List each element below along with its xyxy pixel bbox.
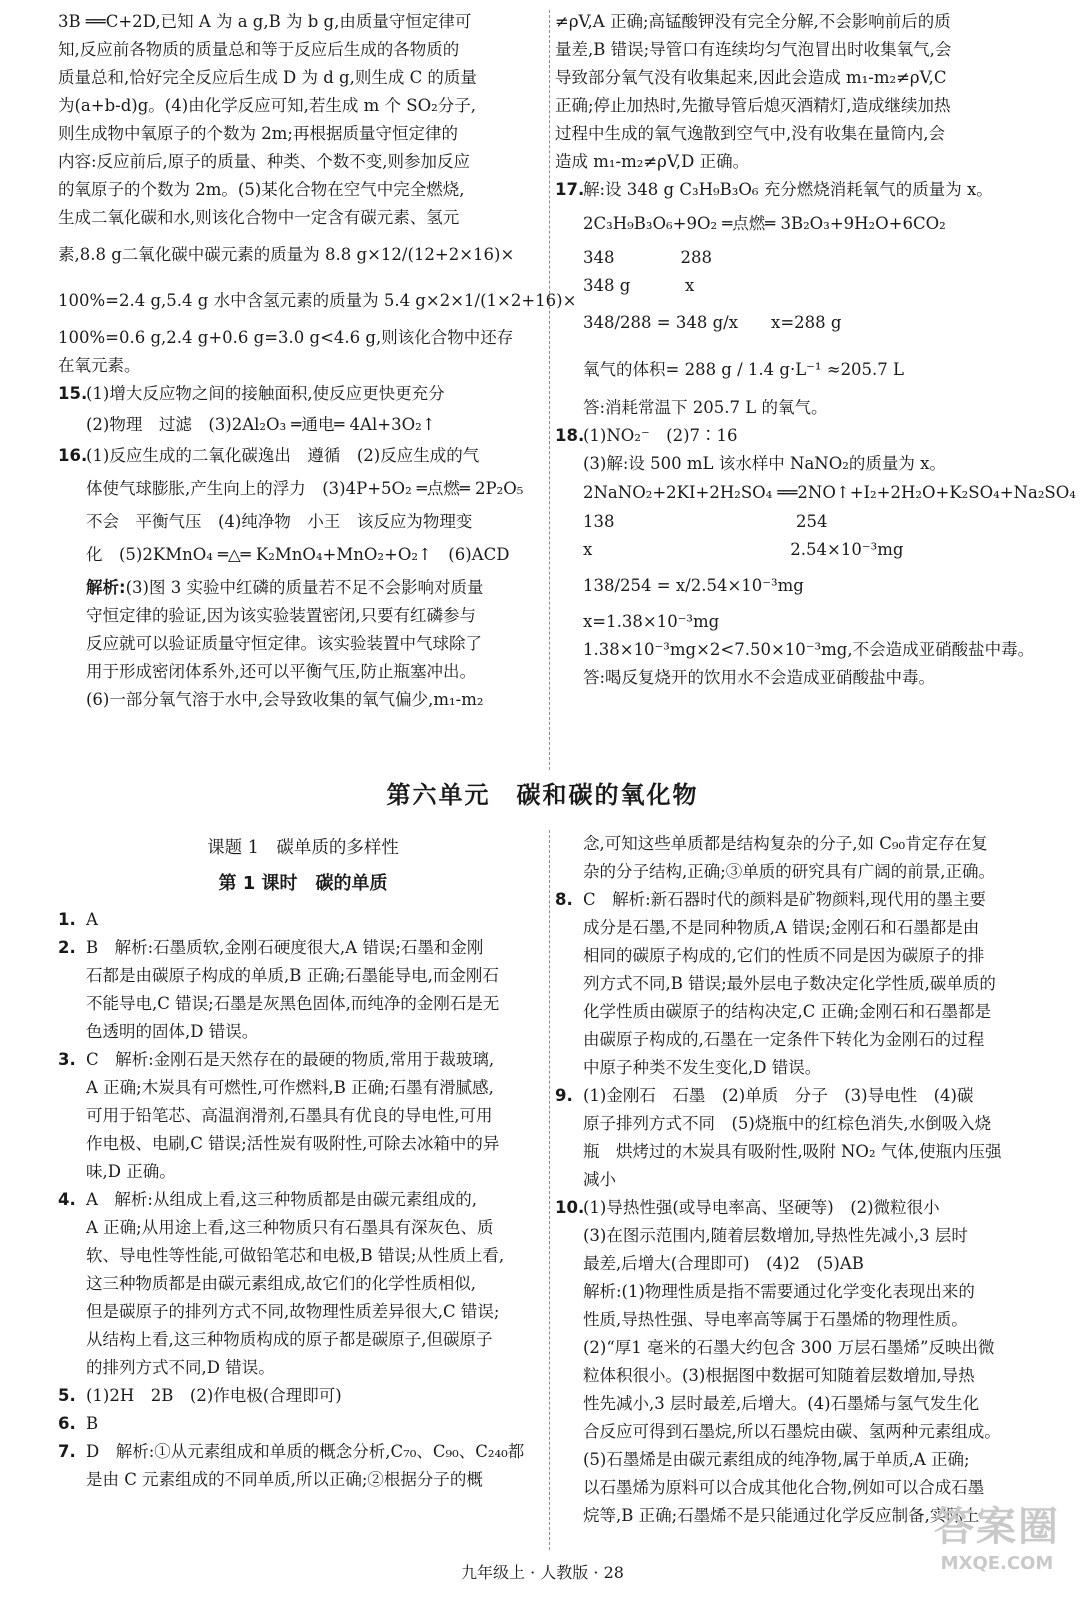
text-line: 是由 C 元素组成的不同单质,所以正确;②根据分子的概: [86, 1470, 483, 1489]
text-line: 在氧元素。: [58, 356, 141, 375]
text-line: 最差,后增大(合理即可) (4)2 (5)AB: [583, 1254, 864, 1273]
text-line: 解:设 348 g C₃H₉B₃O₆ 充分燃烧消耗氧气的质量为 x。: [583, 180, 993, 199]
text-line: B: [86, 1414, 99, 1433]
watermark-url: MXQE.COM: [940, 1553, 1054, 1574]
text-line: 烷等,B 正确;石墨烯不是只能通过化学反应制备,实际上: [583, 1506, 980, 1525]
text-line: (1)NO₂⁻ (2)7∶16: [583, 426, 738, 445]
text-line: 减小: [583, 1170, 616, 1189]
equation-line: 138/254 = x/2.54×10⁻³mg: [583, 576, 804, 595]
text-line: 原子排列方式不同 (5)烧瓶中的红棕色消失,水倒吸入烧: [583, 1114, 992, 1133]
answer-item: [555, 886, 1055, 1082]
text-line: 知,反应前各物质的质量总和等于反应后生成的各物质的: [58, 40, 460, 59]
text-line: 守恒定律的验证,因为该实验装置密闭,只要有红磷参与: [86, 606, 476, 625]
text-line: 念,可知这些单质都是结构复杂的分子,如 C₉₀肯定存在复: [583, 834, 988, 853]
text-line: (1)金刚石 石墨 (2)单质 分子 (3)导电性 (4)碳: [583, 1086, 974, 1105]
text-line: 生成二氧化碳和水,则该化合物中一定含有碳元素、氢元: [58, 208, 460, 227]
question-number: 3.: [58, 1050, 76, 1069]
answer-list: [555, 886, 1055, 1530]
text-line: 石都是由碳原子构成的单质,B 正确;石墨能导电,而金刚石: [86, 966, 499, 985]
column-divider-top: [549, 10, 550, 770]
question-number: 2.: [58, 938, 76, 957]
text-line: 但是碳原子的排列方式不同,故物理性质差异很大,C 错误;: [86, 1302, 500, 1321]
text-line: 100%=2.4 g,5.4 g 水中含氢元素的质量为 5.4 g×2×1/(1×2+16)×: [58, 291, 577, 310]
text-line: 正确;停止加热时,先撤导管后熄灭酒精灯,造成继续加热: [555, 96, 951, 115]
text-line: 的氧原子的个数为 2m。(5)某化合物在空气中完全燃烧,: [58, 180, 465, 199]
text-line: (1)2H 2B (2)作电极(合理即可): [86, 1386, 342, 1405]
question-number: 1.: [58, 910, 76, 929]
text-line: 色透明的固体,D 错误。: [86, 1022, 259, 1041]
column-divider-bottom: [549, 830, 550, 1550]
text-line: 成分是石墨,不是同种物质,A 错误;金刚石和石墨都是由: [583, 918, 980, 937]
question-number: 17.: [555, 180, 585, 199]
question-number: 18.: [555, 426, 585, 445]
answer-item: [58, 1438, 548, 1494]
text-line: 不能导电,C 错误;石墨是灰黑色固体,而纯净的金刚石是无: [86, 994, 500, 1013]
question-number: 9.: [555, 1086, 573, 1105]
text-line: x=1.38×10⁻³mg: [583, 612, 720, 631]
text-line: 从结构上看,这三种物质构成的原子都是碳原子,但碳原子: [86, 1330, 493, 1349]
text-line: A 正确;木炭具有可燃性,可作燃料,B 正确;石墨有滑腻感,: [86, 1078, 494, 1097]
q17-answer: [555, 176, 1055, 422]
lesson-subtitle: 第 1 课时 碳的单质: [218, 873, 388, 894]
text-line: 反应就可以验证质量守恒定律。该实验装置中气球除了: [86, 634, 482, 653]
text-line: 素,8.8 g二氧化碳中碳元素的质量为 8.8 g×12/(12+2×16)×: [58, 245, 515, 264]
text-line: 348 g x: [583, 276, 695, 295]
unit-title: 第六单元 碳和碳的氧化物: [386, 781, 699, 809]
text-line: 相同的碳原子构成的,它们的性质不同是因为碳原子的排: [583, 946, 985, 965]
text-line: 答:喝反复烧开的饮用水不会造成亚硝酸盐中毒。: [583, 668, 936, 687]
text-line: 粒体积很小。(3)根据图中数据可知随着层数增加,导热: [583, 1366, 975, 1385]
text-line: (1)导热性强(或导电率高、坚硬等) (2)微粒很小: [583, 1198, 940, 1217]
answer-item: [58, 1186, 548, 1382]
q18-answer: [555, 422, 1076, 692]
text-line: (3)图 3 实验中红磷的质量若不足不会影响对质量: [125, 578, 484, 597]
text-line: 则生成物中氧原子的个数为 2m;再根据质量守恒定律的: [58, 124, 458, 143]
text-line: (2)物理 过滤 (3)2Al₂O₃ ═通电═ 4Al+3O₂↑: [86, 415, 436, 434]
text-line: 的排列方式不同,D 错误。: [86, 1358, 275, 1377]
top-right-column: [555, 8, 1076, 692]
text-line: 质量总和,恰好完全反应后生成 D 为 d g,则生成 C 的质量: [58, 68, 477, 87]
text-line: A 正确;从用途上看,这三种物质只有石墨具有深灰色、质: [86, 1218, 494, 1237]
text-line: (5)石墨烯是由碳元素组成的纯净物,属于单质,A 正确;: [583, 1450, 970, 1469]
question-number: 8.: [555, 890, 573, 909]
analysis-label: 解析:: [86, 578, 126, 597]
equation-line: 348/288 = 348 g/x x=288 g: [583, 313, 842, 332]
answer-item: [58, 1410, 548, 1438]
text-line: x 2.54×10⁻³mg: [583, 540, 904, 559]
bottom-right-column: [555, 830, 1055, 1530]
question-number: 15.: [58, 384, 88, 403]
text-line: 性先减小,3 层时最差,后增大。(4)石墨烯与氢气发生化: [583, 1394, 980, 1413]
text-line: A 解析:从组成上看,这三种物质都是由碳元素组成的,: [86, 1190, 477, 1209]
text-line: 100%=0.6 g,2.4 g+0.6 g=3.0 g<4.6 g,则该化合物中还存: [58, 328, 514, 347]
text-line: 内容:反应前后,原子的质量、种类、个数不变,则参加反应: [58, 152, 471, 171]
text-line: 杂的分子结构,正确;③单质的研究具有广阔的前景,正确。: [583, 862, 996, 881]
text-line: 造成 m₁-m₂≠ρV,D 正确。: [555, 152, 750, 171]
equation-line: 2C₃H₉B₃O₆+9O₂ ═点燃═ 3B₂O₃+9H₂O+6CO₂: [583, 214, 946, 233]
question-number: 5.: [58, 1386, 76, 1405]
question-number: 7.: [58, 1442, 76, 1461]
text-line: D 解析:①从元素组成和单质的概念分析,C₇₀、C₉₀、C₂₄₀都: [86, 1442, 525, 1461]
text-line: 这三种物质都是由碳元素组成,故它们的化学性质相似,: [86, 1274, 476, 1293]
text-line: 答:消耗常温下 205.7 L 的氧气。: [583, 398, 828, 417]
text-line: 过程中生成的氧气逸散到空气中,没有收集在量筒内,会: [555, 124, 945, 143]
question-number: 10.: [555, 1198, 585, 1217]
text-line: (2)“厚1 毫米的石墨大约包含 300 万层石墨烯”反映出微: [583, 1338, 995, 1357]
text-line: B 解析:石墨质软,金刚石硬度很大,A 错误;石墨和金刚: [86, 938, 484, 957]
text-line: (1)增大反应物之间的接触面积,使反应更快更充分: [86, 384, 445, 403]
question-number: 4.: [58, 1190, 76, 1209]
text-line: 性质,导热性强、导电率高等属于石墨烯的物理性质。: [583, 1310, 968, 1329]
text-line: C 解析:金刚石是天然存在的最硬的物质,常用于裁玻璃,: [86, 1050, 495, 1069]
text-line: 348 288: [583, 248, 712, 267]
text-line: 味,D 正确。: [86, 1162, 176, 1181]
text-line: A: [86, 910, 98, 929]
text-line: 导致部分氧气没有收集起来,因此会造成 m₁-m₂≠ρV,C: [555, 68, 947, 87]
text-line: (3)解:设 500 mL 该水样中 NaNO₂的质量为 x。: [583, 454, 946, 473]
text-line: 1.38×10⁻³mg×2<7.50×10⁻³mg,不会造成亚硝酸盐中毒。: [583, 640, 1035, 659]
text-line: C 解析:新石器时代的颜料是矿物颜料,现代用的墨主要: [583, 890, 986, 909]
text-line: 作电极、电刷,C 错误;活性炭有吸附性,可除去冰箱中的异: [86, 1134, 500, 1153]
equation-line: 2NaNO₂+2KI+2H₂SO₄ ══2NO↑+I₂+2H₂O+K₂SO₄+Na₂SO₄: [583, 483, 1076, 502]
text-line: (1)反应生成的二氧化碳逸出 遵循 (2)反应生成的气: [86, 446, 480, 465]
watermark-logo: [927, 1500, 1067, 1590]
text-line: 中原子种类不发生变化,D 错误。: [583, 1058, 822, 1077]
answer-item: [58, 1046, 548, 1186]
text-line: 不会 平衡气压 (4)纯净物 小王 该反应为物理变: [86, 512, 473, 531]
answer-item: [555, 1082, 1055, 1194]
text-line: 化学性质由碳原子的结构决定,C 正确;金刚石和石墨都是: [583, 1002, 992, 1021]
text-line: 以石墨烯为原料可以合成其他化合物,例如可以合成石墨: [583, 1478, 985, 1497]
text-line: 瓶 烘烤过的木炭具有吸附性,吸附 NO₂ 气体,使瓶内压强: [583, 1142, 1002, 1161]
answer-item: [58, 1382, 548, 1410]
q7-continuation: [555, 830, 1055, 886]
text-line: 化 (5)2KMnO₄ ═△═ K₂MnO₄+MnO₂+O₂↑ (6)ACD: [86, 545, 510, 564]
lesson-title: 课题 1 碳单质的多样性: [207, 838, 399, 858]
equation-line: 氧气的体积= 288 g / 1.4 g·L⁻¹ ≈205.7 L: [583, 360, 905, 379]
q15-answer: [58, 380, 548, 442]
text-line: 138 254: [583, 512, 828, 531]
text-line: 为(a+b-d)g。(4)由化学反应可知,若生成 m 个 SO₂分子,: [58, 96, 476, 115]
text-line: 由碳原子构成的,石墨在一定条件下转化为金刚石的过程: [583, 1030, 985, 1049]
text-line: (6)一部分氧气溶于水中,会导致收集的氧气偏少,m₁-m₂: [86, 690, 484, 709]
text-line: 3B ══C+2D,已知 A 为 a g,B 为 b g,由质量守恒定律可: [58, 12, 472, 31]
watermark-text: 答案圈: [934, 1504, 1060, 1550]
text-line: 量差,B 错误;导管口有连续均匀气泡冒出时收集氧气,会: [555, 40, 952, 59]
text-line: ≠ρV,A 正确;高锰酸钾没有完全分解,不会影响前后的质: [555, 12, 951, 31]
q16-continuation: [555, 8, 1055, 176]
text-line: 软、导电性等性能,可做铅笔芯和电极,B 错误;从性质上看,: [86, 1246, 505, 1265]
text-line: 解析:(1)物理性质是指不需要通过化学变化表现出来的: [583, 1282, 975, 1301]
text-line: 合反应可得到石墨烷,所以石墨烷由碳、氢两种元素组成。: [583, 1422, 1001, 1441]
text-line: 列方式不同,B 错误;最外层电子数决定化学性质,碳单质的: [583, 974, 996, 993]
text-line: 可用于铅笔芯、高温润滑剂,石墨具有优良的导电性,可用: [86, 1106, 493, 1125]
answer-item: [58, 934, 548, 1046]
bottom-left-column: [58, 830, 548, 1494]
answer-item: [555, 1194, 1055, 1530]
page-footer: 九年级上 · 人教版 · 28: [461, 1563, 624, 1582]
question-number: 6.: [58, 1414, 76, 1433]
answer-list: [58, 906, 548, 1494]
q16-answer: [58, 442, 548, 714]
answer-item: [58, 906, 548, 934]
question-number: 16.: [58, 446, 88, 465]
text-line: 用于形成密闭体系外,还可以平衡气压,防止瓶塞冲出。: [86, 662, 476, 681]
text-line: 体使气球膨胀,产生向上的浮力 (3)4P+5O₂ ═点燃═ 2P₂O₅: [86, 479, 524, 498]
text-line: (3)在图示范围内,随着层数增加,导热性先减小,3 层时: [583, 1226, 968, 1245]
